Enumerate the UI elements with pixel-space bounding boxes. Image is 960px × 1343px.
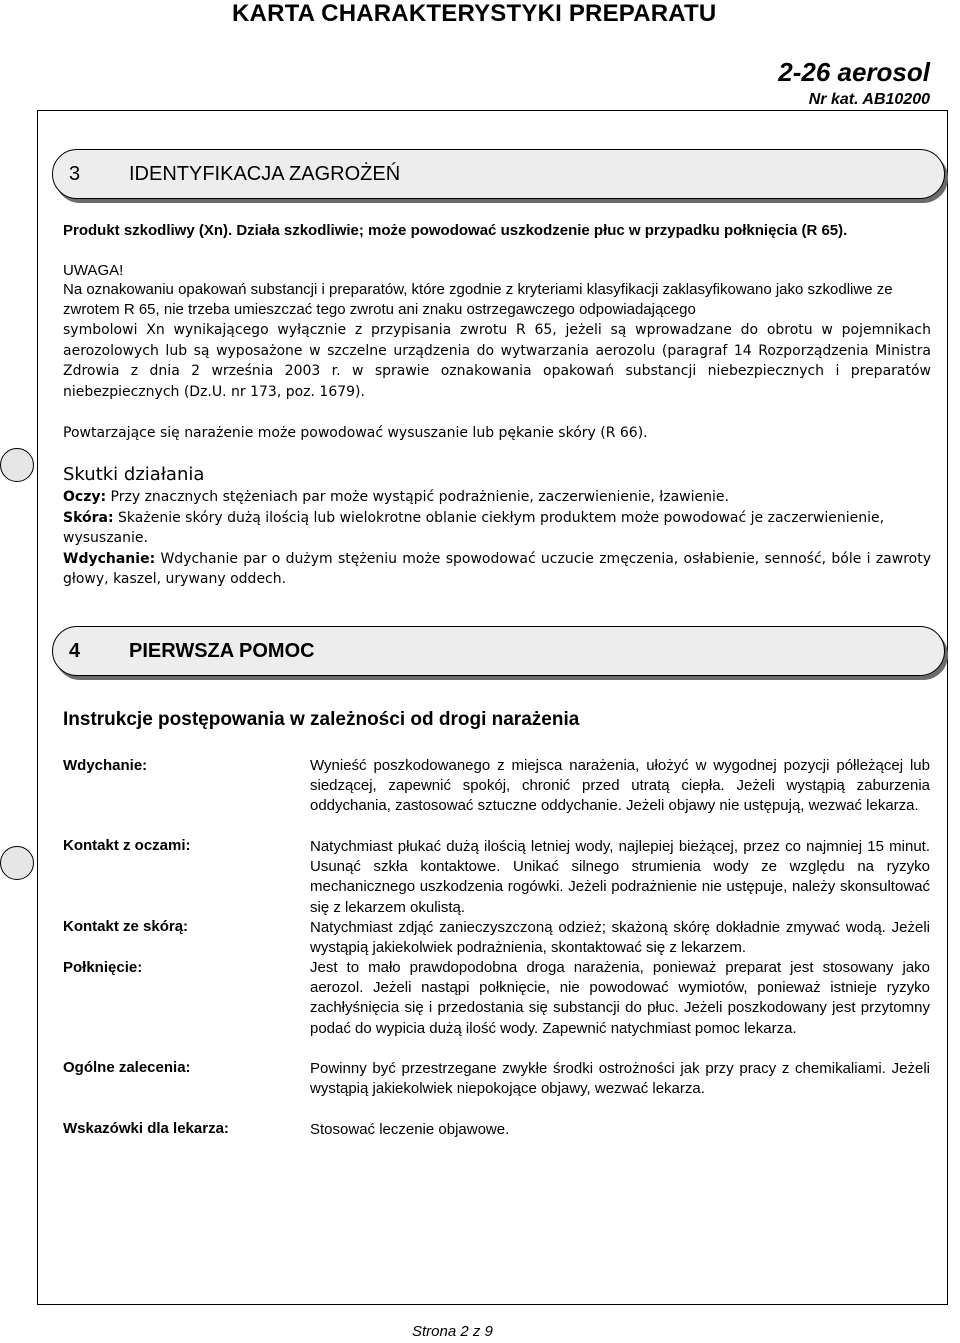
effect-eyes [63, 487, 931, 508]
effect-inhalation-text: Wdychanie par o dużym stężeniu może spowodować uczucie zmęczenia, osłabienie, senność, bóle i zawroty głowy, kaszel, urywany oddech. [63, 550, 931, 587]
effect-eyes-text: Przy znacznych stężeniach par może wystąpić podrażnienie, zaczerwienienie, łzawienie. [106, 489, 729, 505]
section-3-number: 3 [69, 162, 81, 185]
first-aid-text-doctor: Stosować leczenie objawowe. [310, 1121, 510, 1138]
warning-text-part2: symbolowi Xn wynikającego wyłącznie z przypisania zwrotu R 65, jeżeli są wprowadzane do obrotu w pojemnikach aerozolowych lub są wyposażone w szczelne urządzenia do wytwarzania aerozolu (paragraf 14 Rozporządzenia Ministra Zdrowia z dnia 2 września 2003 r. w sprawie oznakowania opakowań substancji niebezpiecznych i preparatów niebezpiecznych (Dz.U. nr 173, poz. 1679). [63, 322, 931, 400]
first-aid-label-skin: Kontakt ze skórą: [63, 918, 189, 935]
warning-text-part1: Na oznakowaniu opakowań substancji i preparatów, które zgodnie z kryteriami klasyfikacji zaklasyfikowano jako szkodliwe ze zwrotem R 65, nie trzeba umieszczać tego zwrotu ani znaku ostrzegawczego odpowiadającego [63, 281, 893, 318]
first-aid-subtitle: Instrukcje postępowania w zależności od drogi narażenia [63, 709, 580, 730]
first-aid-text-eyes: Natychmiast płukać dużą ilością letniej wody, najlepiej bieżącej, przez co najmniej 15 minut. Usunąć szkła kontaktowe. Unikać silnego strumienia wody ze względu na ryzyko mechanicznego uszkodzenia rogówki. Jeżeli podrażnienie nie ustępuje, należy skonsultować się z lekarzem okulistą. [310, 838, 930, 916]
product-name: 2-26 aerosol [778, 57, 930, 87]
effects-list [63, 487, 931, 590]
first-aid-label-ingestion: Połknięcie: [63, 959, 143, 976]
effect-skin-label: Skóra: [63, 509, 114, 526]
first-aid-label-eyes: Kontakt z oczami: [63, 837, 191, 854]
effect-eyes-label: Oczy: [63, 489, 107, 505]
first-aid-label-general: Ogólne zalecenia: [63, 1059, 191, 1076]
section-4-header [52, 626, 945, 676]
section-3-title: IDENTYFIKACJA ZAGROŻEŃ [129, 162, 401, 185]
effect-skin-text: Skażenie skóry dużą ilością lub wielokrotne oblanie ciekłym produktem może powodować je zaczerwienienie, wysuszanie. [63, 509, 885, 546]
catalog-number: Nr kat. AB10200 [808, 91, 930, 108]
section-3-header [52, 149, 945, 199]
first-aid-text-inhalation: Wynieść poszkodowanego z miejsca narażenia, ułożyć w wygodnej pozycji półleżącej lub siedzącej, zapewnić spokój, chronić przed utratą ciepła. Jeżeli wystąpią zaburzenia oddychania, zastosować sztuczne oddychanie. Jeżeli objawy nie ustępują, wezwać lekarza. [310, 757, 930, 815]
effects-title: Skutki działania [63, 464, 205, 485]
margin-marker-circle [0, 448, 34, 482]
hazard-classification: Produkt szkodliwy (Xn). Działa szkodliwie; może powodować uszkodzenie płuc w przypadku połknięcia (R 65). [63, 222, 848, 239]
effect-inhalation-label: Wdychanie: [63, 550, 156, 567]
first-aid-text-general: Powinny być przestrzegane zwykłe środki ostrożności jak przy pracy z chemikaliami. Jeżeli wystąpią jakiekolwiek niepokojące objawy, wezwać lekarza. [310, 1060, 930, 1098]
effect-skin [63, 508, 931, 549]
page-number: Strona 2 z 9 [412, 1323, 493, 1340]
document-title: KARTA CHARAKTERYSTYKI PREPARATU [232, 0, 717, 27]
first-aid-label-doctor: Wskazówki dla lekarza: [63, 1120, 229, 1137]
repeated-exposure-note: Powtarzające się narażenie może powodować wysuszanie lub pękanie skóry (R 66). [63, 425, 648, 441]
first-aid-text-skin: Natychmiast zdjąć zanieczyszczoną odzież; skażoną skórę dokładnie zmywać wodą. Jeżeli wystąpią jakiekolwiek podrażnienia, skontaktować się z lekarzem. [310, 919, 930, 957]
margin-marker-circle [0, 846, 34, 880]
warning-label: UWAGA! [63, 262, 124, 279]
first-aid-text-ingestion: Jest to mało prawdopodobna droga narażenia, ponieważ preparat jest stosowany jako aerozol. Jeżeli nastąpi połknięcie, nie powodować wymiotów, ponieważ istnieje ryzyko zachłyśnięcia się i przedostania się substancji do płuc. Jeżeli poszkodowany jest przytomny podać do wypicia dużą ilość wody. Zapewnić natychmiast pomoc lekarza. [310, 959, 930, 1037]
effect-inhalation [63, 549, 931, 590]
section-4-title: PIERWSZA POMOC [129, 639, 315, 662]
first-aid-label-inhalation: Wdychanie: [63, 757, 148, 774]
section-4-number: 4 [69, 639, 81, 662]
